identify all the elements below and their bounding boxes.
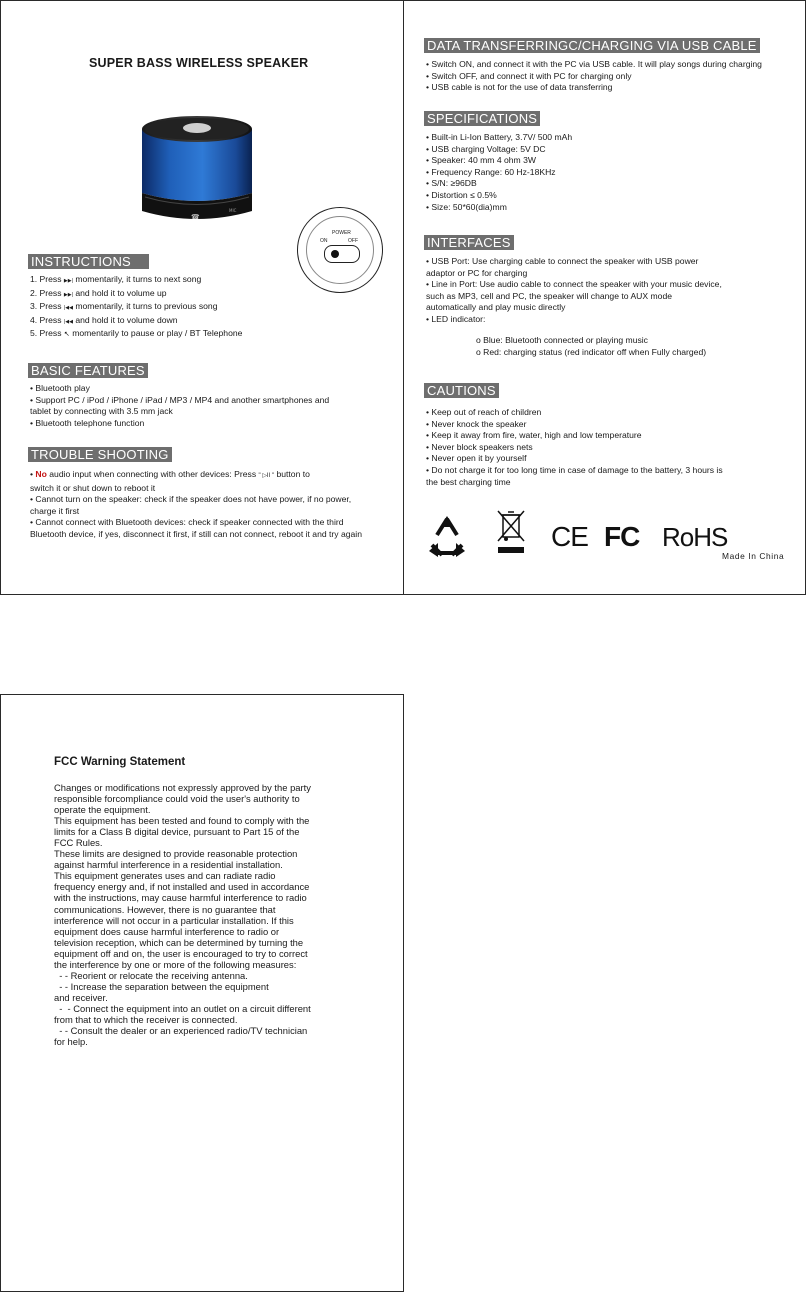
instruction-item: 3. Press |◀◀ momentarily, it turns to previous song [30,301,218,312]
instructions-list [30,274,242,341]
data-transfer-header: DATA TRANSFERRINGC/CHARGING VIA USB CABLE [424,38,760,53]
list-item: • No audio input when connecting with other devices: Press " ▷II " button to [30,469,310,479]
list-item: o Red: charging status (red indicator off when Fully charged) [476,346,707,357]
next-icon: ▶▶| [63,291,73,298]
list-item: • Distortion ≤ 0.5% [426,189,497,200]
text-line: and receiver. [54,991,108,1003]
specifications-list [426,132,572,213]
text-line: from that to which the receiver is connected. [54,1013,238,1025]
list-item: automatically and play music directly [426,302,566,313]
text-line: This equipment has been tested and found to comply with the [54,815,310,827]
manual-page-1 [0,0,404,595]
on-label: ON [320,238,328,244]
list-item: • Bluetooth play [30,383,90,393]
list-item: charge it first [30,505,80,516]
previous-icon: |◀◀ [63,318,73,325]
list-item: • USB Port: Use charging cable to connect the speaker with USB power [426,256,699,266]
instruction-item: 4. Press |◀◀ and hold it to volume down [30,314,178,325]
speaker-image [137,113,257,227]
power-label: POWER [332,230,351,236]
off-label: OFF [348,238,358,244]
list-item: • Never knock the speaker [426,418,527,429]
text-line: - - Increase the separation between the equipment [54,980,269,992]
list-item: • Cannot turn on the speaker: check if the speaker does not have power, if no power, [30,494,352,505]
list-item: tablet by connecting with 3.5 mm jack [30,406,173,417]
text-line: for help. [54,1036,88,1048]
switch-knob [331,250,339,258]
previous-icon: |◀◀ [63,305,73,312]
list-item: such as MP3, cell and PC, the speaker will change to AUX mode [426,290,673,301]
text-line: - - Consult the dealer or an experienced radio/TV technician [54,1025,308,1037]
list-item: • LED indicator: [426,313,486,324]
list-item: • Size: 50*60(dia)mm [426,201,507,212]
text-line: against harmful interference in a residential installation. [54,859,283,871]
text-line: Changes or modifications not expressly approved by the party [54,782,311,793]
no-highlight: No [35,469,47,479]
text-line: These limits are designed to provide reasonable protection [54,848,298,860]
made-in-label: Made In China [722,551,785,561]
trouble-shooting-list [30,469,362,541]
list-item: • Line in Port: Use audio cable to connect the speaker with your music device, [426,279,722,290]
recycle-icon [424,513,470,559]
list-item: • Cannot connect with Bluetooth devices: check if speaker connected with the third [30,517,344,528]
manual-page-3 [0,694,404,1292]
phone-key-icon: ↖ [63,331,70,339]
list-item: o Blue: Bluetooth connected or playing music [476,335,648,345]
instruction-item: 2. Press ▶▶| and hold it to volume up [30,287,167,298]
list-item: • S/N: ≥96DB [426,178,477,189]
list-item: • Never open it by yourself [426,453,527,464]
text-line: equipment does cause harmful interference to radio or [54,925,280,937]
trouble-shooting-header: TROUBLE SHOOTING [28,447,172,462]
mic-label: MIC [229,208,237,213]
power-switch-diagram [297,207,383,293]
text-line: equipment off and on, the user is encouraged to try to correct [54,947,308,959]
text-line: This equipment generates uses and can radiate radio [54,870,276,882]
list-item: • Speaker: 40 mm 4 ohm 3W [426,155,536,166]
cautions-header: CAUTIONS [424,383,499,398]
list-item: • Frequency Range: 60 Hz-18KHz [426,166,556,177]
rohs-mark-icon: RoHS [662,522,728,552]
list-item: • Support PC / iPod / iPhone / iPad / MP3 / MP4 and another smartphones and [30,394,330,405]
list-item: • USB charging Voltage: 5V DC [426,143,546,154]
play-pause-icon: " ▷II " [258,473,275,479]
weee-bin-icon [494,509,528,555]
text-line: - - Reorient or relocate the receiving antenna. [54,969,248,981]
switch-slider [324,245,360,263]
interfaces-header: INTERFACES [424,235,514,250]
fcc-warning-title: FCC Warning Statement [54,756,186,768]
text-line: frequency energy and, if not installed and used in accordance [54,881,310,893]
data-transfer-list [426,59,762,94]
list-item: the best charging time [426,476,511,487]
text-line: operate the equipment. [54,804,151,816]
text-line: with the instructions, may cause harmful interference to radio [54,892,307,904]
text-line: interference will not occur in a particular installation. If this [54,914,294,926]
text-line: FCC Rules. [54,837,103,849]
interfaces-list [426,256,722,326]
list-item: • Switch OFF, and connect it with PC for charging only [426,70,632,81]
basic-features-header: BASIC FEATURES [28,363,148,378]
next-icon: ▶▶| [63,278,73,284]
list-item: • Bluetooth telephone function [30,417,145,428]
basic-features-list [30,383,329,429]
list-item: • Switch ON, and connect it with the PC via USB cable. It will play songs during charging [426,59,762,69]
specifications-header: SPECIFICATIONS [424,111,540,126]
list-item: • Keep it away from fire, water, high and low temperature [426,430,642,441]
cautions-list [426,407,723,488]
list-item: • Built-in Li-Ion Battery, 3.7V/ 500 mAh [426,132,573,142]
fcc-mark-icon: FC [604,521,640,552]
manual-page-2 [403,0,806,595]
led-indicator-list [476,335,706,358]
ce-mark-icon: CE [551,521,588,552]
phone-icon: ☎ [191,213,200,221]
text-line: communications. However, there is no guarantee that [54,903,276,915]
fcc-warning-body [54,782,311,1047]
list-item: • Keep out of reach of children [426,407,542,417]
text-line: - - Connect the equipment into an outlet on a circuit different [54,1002,311,1014]
text-line: the interference by one or more of the following measures: [54,958,297,970]
instruction-item: 5. Press ↖ momentarily to pause or play / BT Telephone [30,328,243,339]
instructions-header: INSTRUCTIONS [28,254,149,269]
list-item: • USB cable is not for the use of data transferring [426,82,613,93]
text-line: television reception, which can be determined by turning the [54,936,304,948]
text-line: limits for a Class B digital device, pursuant to Part 15 of the [54,826,300,838]
instruction-item: 1. Press ▶▶| momentarily, it turns to next song [30,274,202,284]
list-item: • Never block speakers nets [426,441,533,452]
text-line: responsible forcompliance could void the user's authority to [54,793,300,805]
list-item: Bluetooth device, if yes, disconnect it first, if still can not connect, reboot it and try again [30,528,362,539]
list-item: adaptor or PC for charging [426,267,528,278]
list-item: switch it or shut down to reboot it [30,482,156,493]
list-item: • Do not charge it for too long time in case of damage to the battery, 3 hours is [426,464,723,475]
product-title: SUPER BASS WIRELESS SPEAKER [89,56,309,70]
